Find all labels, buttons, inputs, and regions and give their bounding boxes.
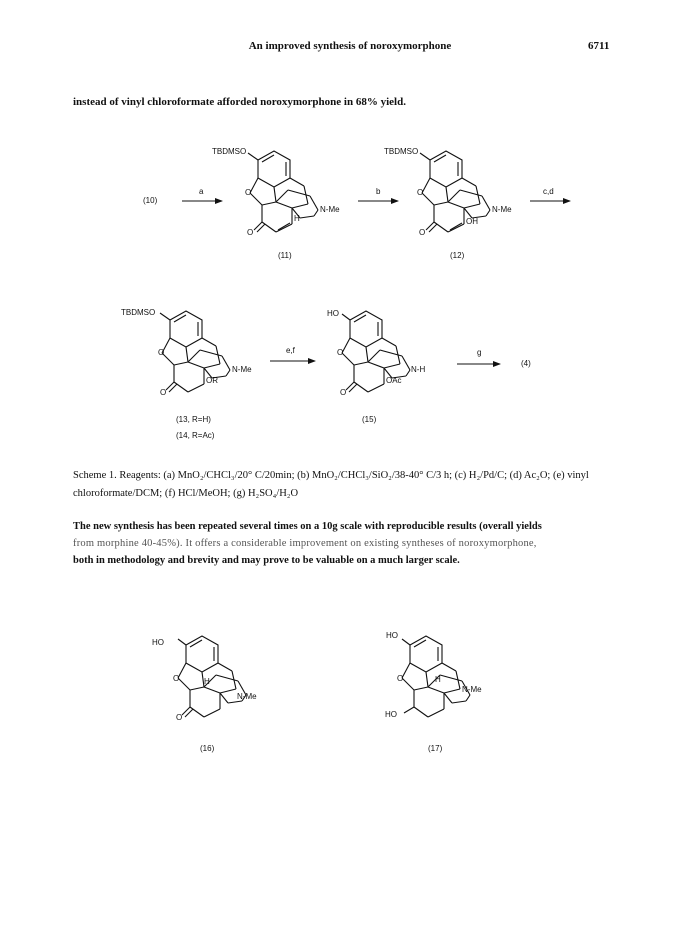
compound-11-nme: N-Me	[320, 205, 340, 214]
compound-11-h: H	[294, 214, 300, 223]
compound-17-h: H	[435, 675, 441, 684]
compound-12-oh: OH	[466, 217, 478, 226]
compound-17-label: (17)	[428, 744, 443, 753]
compound-11-tbdmso: TBDMSO	[212, 147, 247, 156]
start-label-10: (10)	[143, 196, 158, 205]
compound-16-h: H	[204, 677, 210, 686]
compound-15-keto-oxygen: O	[340, 388, 347, 397]
compound-12-tbdmso: TBDMSO	[384, 147, 419, 156]
compound-14-label: (14, R=Ac)	[176, 431, 215, 440]
paragraph-line-2: from morphine 40-45%). It offers a considerable improvement on existing syntheses of noroxymorphone,	[73, 538, 537, 549]
running-title: An improved synthesis of noroxymorphone	[248, 40, 452, 52]
compound-17-ring-oxygen: O	[397, 674, 404, 683]
compound-15-ring-oxygen: O	[337, 348, 344, 357]
arrow-cd-label: c,d	[543, 187, 554, 196]
compound-16-label: (16)	[200, 744, 215, 753]
scheme-caption: Scheme 1. Reagents: (a) MnO₂/CHCl₃/20° C/20min; (b) MnO₂/CHCl₃/SiO₂/38-40° C/3 h; (c) H₂/Pd/C; (d) Ac₂O; (e) vinyl chloroformate/DCM; (f) HCl/MeOH; (g) H₂SO₄/H₂O	[73, 470, 589, 499]
arrow-a-label: a	[199, 187, 204, 196]
paragraph-line-3: both in methodology and brevity and may prove to be valuable on a much larger scale.	[73, 555, 460, 566]
compound-11-keto-oxygen: O	[247, 228, 254, 237]
body-paragraph	[73, 518, 613, 569]
intro-line: instead of vinyl chloroformate afforded noroxymorphone in 68% yield.	[73, 96, 406, 108]
compound-16-structure	[178, 636, 246, 717]
compound-15-oac: OAc	[386, 376, 402, 385]
compound-17-nme: N-Me	[462, 685, 482, 694]
compound-13-or: OR	[206, 376, 218, 385]
compound-11-structure	[248, 151, 318, 232]
arrow-b-label: b	[376, 187, 381, 196]
compound-12-nme: N-Me	[492, 205, 512, 214]
compound-11-ring-oxygen: O	[245, 188, 252, 197]
compound-13-tbdmso: TBDMSO	[121, 308, 156, 317]
compound-16-ring-oxygen: O	[173, 674, 180, 683]
compound-13-structure	[160, 311, 230, 392]
compound-17-ho: HO	[386, 631, 398, 640]
end-label-4: (4)	[521, 359, 531, 368]
compound-13-nme: N-Me	[232, 365, 252, 374]
compound-12-ring-oxygen: O	[417, 188, 424, 197]
arrow-g-label: g	[477, 348, 482, 357]
compound-12-keto-oxygen: O	[419, 228, 426, 237]
compound-12-label: (12)	[450, 251, 465, 260]
compound-13-keto-oxygen: O	[160, 388, 167, 397]
compound-13-ring-oxygen: O	[158, 348, 165, 357]
compound-16-ho: HO	[152, 638, 164, 647]
compound-15-nh: N-H	[411, 365, 426, 374]
compound-12-structure	[420, 151, 490, 232]
paragraph-line-1: The new synthesis has been repeated several times on a 10g scale with reproducible results (overall yields	[73, 521, 542, 532]
compound-16-nme: N-Me	[237, 692, 257, 701]
compound-16-keto-oxygen: O	[176, 713, 183, 722]
compound-13-label: (13, R=H)	[176, 415, 211, 424]
arrow-ef-label: e,f	[286, 346, 295, 355]
compound-11-label: (11)	[278, 251, 292, 260]
compound-17-ho-bottom: HO	[385, 710, 397, 719]
page-number: 6711	[588, 40, 610, 52]
compound-15-ho: HO	[327, 309, 339, 318]
compound-15-label: (15)	[362, 415, 377, 424]
